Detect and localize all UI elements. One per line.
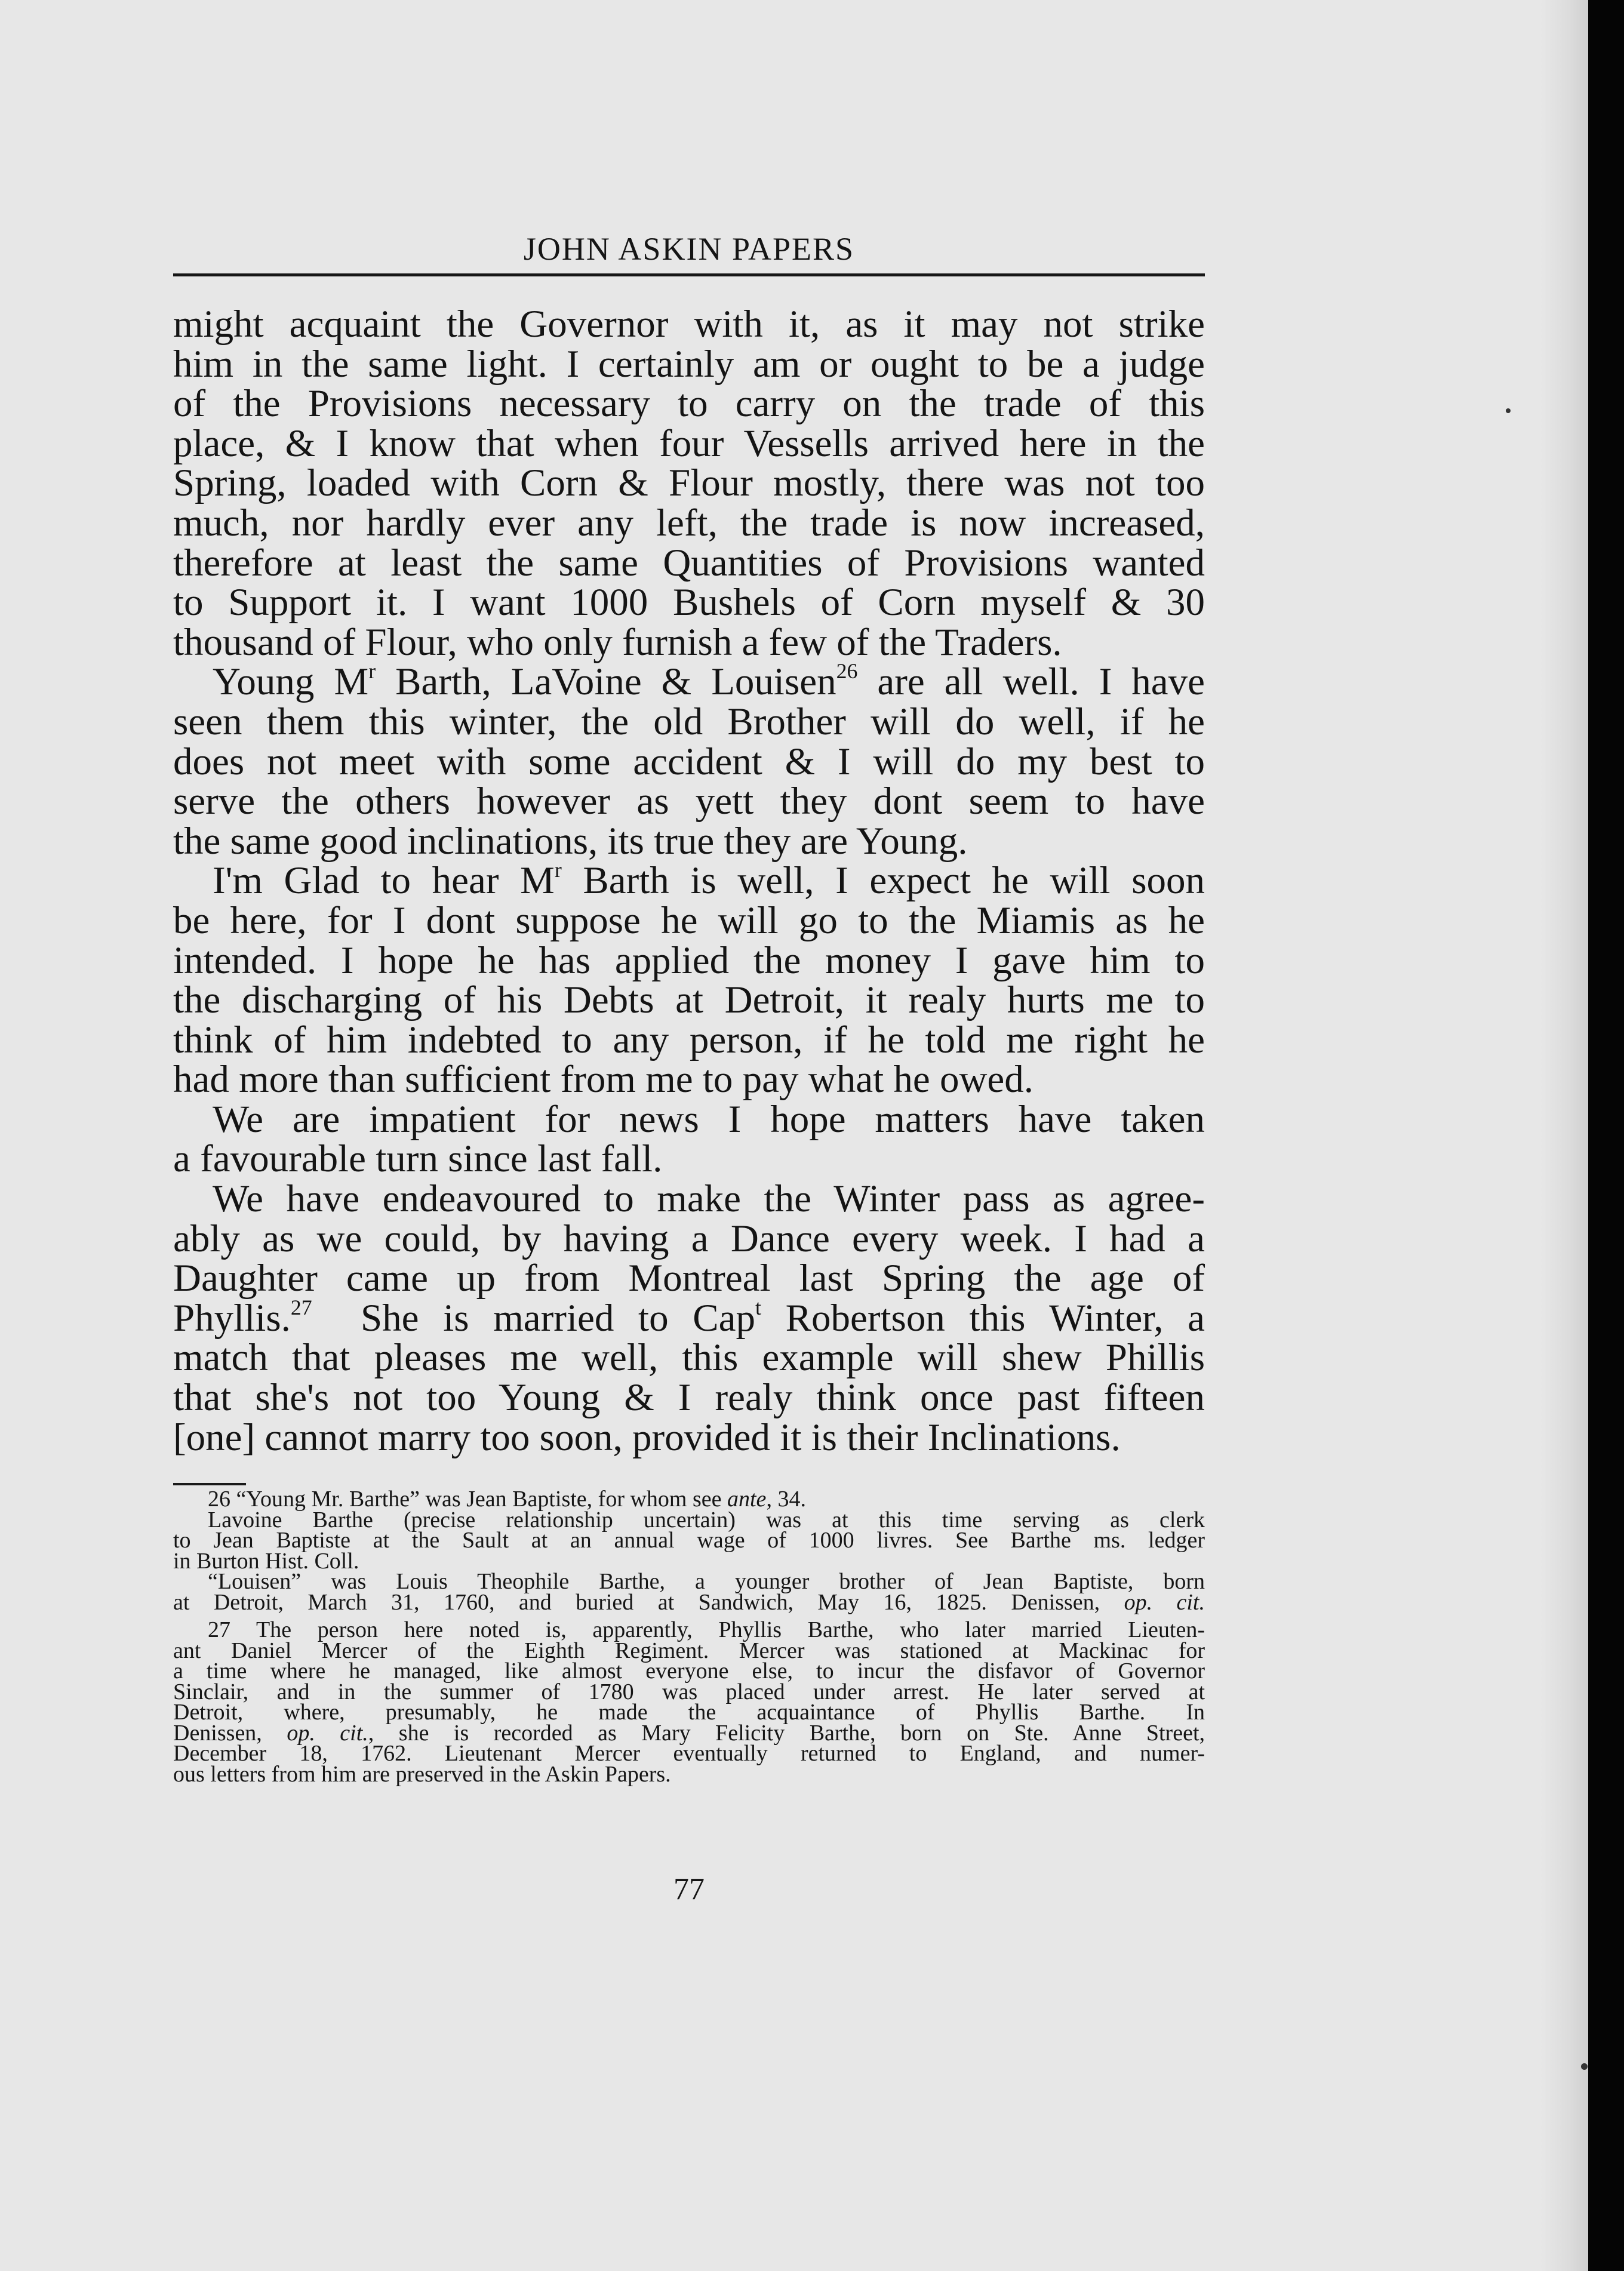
body-line: Spring, loaded with Corn & Flour mostly, there was not too — [173, 461, 1205, 505]
text-run: Denissen, — [173, 1720, 287, 1746]
text-run: Barth is well, I expect he will soon — [561, 859, 1205, 903]
footnote-line: in Burton Hist. Coll. — [173, 1548, 359, 1574]
body-line: be here, for I dont suppose he will go to the Miamis as he — [173, 898, 1205, 942]
text-run: Robertson this Winter, a — [785, 1296, 1205, 1340]
text-run: at Detroit, March 31, 1760, and buried at Sandwich, May 16, 1825. Denissen, — [173, 1589, 1124, 1615]
body-line: that she's not too Young & I realy think once past fifteen — [173, 1376, 1205, 1420]
body-line: serve the others however as yett they dont seem to have — [173, 780, 1205, 823]
superscript-r: r — [554, 858, 562, 882]
paper-speck — [1581, 2063, 1588, 2070]
body-line: ably as we could, by having a Dance every week. I had a — [173, 1217, 1205, 1260]
italic-op-cit: op. cit. — [287, 1720, 368, 1746]
body-line: had more than sufficient from me to pay what he owed. — [173, 1058, 1034, 1101]
body-line: Daughter came up from Montreal last Spring the age of — [173, 1257, 1205, 1300]
body-line-young-barth — [173, 659, 1205, 704]
footnote-line: December 18, 1762. Lieutenant Mercer eventually returned to England, and numer- — [173, 1741, 1205, 1766]
body-line: thousand of Flour, who only furnish a few of the Traders. — [173, 620, 1062, 664]
footnote-line: “Louisen” was Louis Theophile Barthe, a younger brother of Jean Baptiste, born — [208, 1569, 1205, 1594]
text-run: Young M — [213, 660, 369, 704]
footnote-line-op-cit — [173, 1589, 1205, 1615]
italic-ante: ante — [727, 1487, 767, 1512]
footnote-line: to Jean Baptiste at the Sault at an annual wage of 1000 livres. See Barthe ms. ledger — [173, 1528, 1205, 1553]
footnote-line: Lavoine Barthe (precise relationship uncertain) was at this time serving as clerk — [208, 1507, 1205, 1533]
body-line: to Support it. I want 1000 Bushels of Corn myself & 30 — [173, 581, 1205, 624]
letter-body — [173, 304, 1205, 1457]
text-run: She is married to Cap — [361, 1296, 755, 1340]
body-line: him in the same light. I certainly am or ought to be a judge — [173, 342, 1205, 386]
footnote-line: Sinclair, and in the summer of 1780 was placed under arrest. He later served at — [173, 1679, 1205, 1704]
text-run: Phyllis. — [173, 1296, 291, 1340]
footnote-ref-27: 27 — [290, 1295, 312, 1320]
body-line: the discharging of his Debts at Detroit, it realy hurts me to — [173, 978, 1205, 1022]
text-run: I'm Glad to hear M — [213, 859, 555, 903]
body-line: might acquaint the Governor with it, as it may not strike — [173, 303, 1205, 346]
footnote-marker: 27 — [208, 1617, 230, 1642]
body-line: of the Provisions necessary to carry on the trade of this — [173, 382, 1205, 426]
body-line: [one] cannot marry too soon, provided it is their Inclinations. — [173, 1415, 1121, 1459]
superscript-r: r — [368, 659, 376, 684]
body-line: match that pleases me well, this example will shew Phillis — [173, 1336, 1205, 1380]
page-fold-shadow — [1540, 0, 1588, 2271]
body-line: therefore at least the same Quantities of Provisions wanted — [173, 541, 1205, 584]
body-line: We are impatient for news I hope matters have taken — [213, 1097, 1205, 1141]
text-run: are all well. I have — [857, 660, 1205, 704]
body-line: intended. I hope he has applied the money I gave him to — [173, 938, 1205, 982]
page-number: 77 — [673, 1872, 705, 1906]
body-line-glad — [173, 858, 1205, 903]
body-line: much, nor hardly ever any left, the trade is now increased, — [173, 501, 1205, 544]
footnote-line: ant Daniel Mercer of the Eighth Regiment. Mercer was stationed at Mackinac for — [173, 1638, 1205, 1663]
footnote-27-line — [173, 1617, 1205, 1642]
body-line: We have endeavoured to make the Winter pass as agree- — [213, 1177, 1205, 1221]
footnote-line: ous letters from him are preserved in the Askin Papers. — [173, 1761, 671, 1787]
footnote-26-line — [173, 1489, 1205, 1510]
body-line: the same good inclinations, its true they are Young. — [173, 819, 968, 863]
footnote-line-op-cit — [173, 1720, 1205, 1746]
footnote-marker: 26 — [208, 1487, 230, 1512]
body-line: think of him indebted to any person, if he told me right he — [173, 1018, 1205, 1061]
header-rule — [173, 273, 1205, 276]
body-line-phyllis — [173, 1295, 1205, 1340]
text-run: , she is recorded as Mary Felicity Barthe, born on Ste. Anne Street, — [368, 1720, 1205, 1746]
footnote-rule — [173, 1483, 246, 1485]
paper-speck — [1506, 408, 1511, 413]
text-run: Barth, LaVoine & Louisen — [376, 660, 836, 704]
italic-op-cit: op. cit. — [1124, 1589, 1205, 1615]
running-header: JOHN ASKIN PAPERS — [523, 231, 855, 267]
text-run: , 34. — [766, 1487, 806, 1512]
footnote-line: Detroit, where, presumably, he made the acquaintance of Phyllis Barthe. In — [173, 1700, 1205, 1725]
text-run: “Young Mr. Barthe” was Jean Baptiste, for whom see — [230, 1487, 727, 1512]
footnote-ref-26: 26 — [836, 659, 858, 684]
body-line: seen them this winter, the old Brother will do well, if he — [173, 700, 1205, 743]
superscript-t: t — [755, 1295, 761, 1320]
body-line: a favourable turn since last fall. — [173, 1137, 663, 1181]
text-run: The person here noted is, apparently, Phyllis Barthe, who later married Lieuten- — [230, 1617, 1205, 1642]
body-line: place, & I know that when four Vessells arrived here in the — [173, 421, 1205, 465]
body-line: does not meet with some accident & I will do my best to — [173, 740, 1205, 783]
footnote-line: a time where he managed, like almost everyone else, to incur the disfavor of Governor — [173, 1658, 1205, 1684]
footnotes — [173, 1487, 1205, 1787]
